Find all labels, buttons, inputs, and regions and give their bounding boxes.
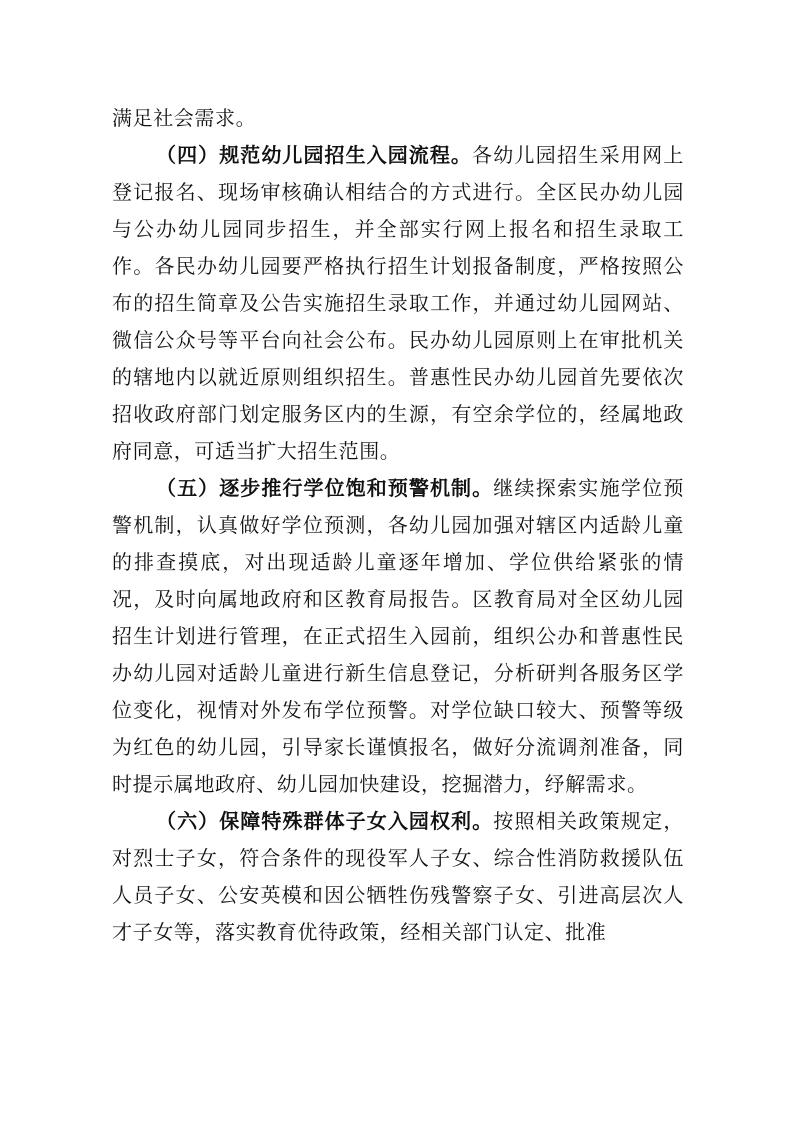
document-body [112,100,684,951]
paragraph-section-6 [112,803,684,951]
paragraph-text: 各幼儿园招生采用网上登记报名、现场审核确认相结合的方式进行。全区民办幼儿园与公办幼儿园同步招生，并全部实行网上报名和招生录取工作。各民办幼儿园要严格执行招生计划报备制度，严格按照公布的招生简章及公告实施招生录取工作，并通过幼儿园网站、微信公众号等平台向社会公布。民办幼儿园原则上在审批机关的辖地内以就近原则组织招生。普惠性民办幼儿园首先要依次招收政府部门划定服务区内的生源，有空余学位的，经属地政府同意，可适当扩大招生范围。 [112,143,684,463]
paragraph-continuation [112,100,684,137]
section-heading: （五）逐步推行学位饱和预警机制。 [156,476,494,500]
section-heading: （四）规范幼儿园招生入园流程。 [156,143,472,167]
section-heading: （六）保障特殊群体子女入园权利。 [156,809,494,833]
paragraph-section-5 [112,470,684,803]
paragraph-text: 满足社会需求。 [112,106,257,130]
paragraph-text: 继续探索实施学位预警机制，认真做好学位预测，各幼儿园加强对辖区内适龄儿童的排查摸底，对出现适龄儿童逐年增加、学位供给紧张的情况，及时向属地政府和区教育局报告。区教育局对全区幼儿园招生计划进行管理，在正式招生入园前，组织公办和普惠性民办幼儿园对适龄儿童进行新生信息登记，分析研判各服务区学位变化，视情对外发布学位预警。对学位缺口较大、预警等级为红色的幼儿园，引导家长谨慎报名，做好分流调剂准备，同时提示属地政府、幼儿园加快建设，挖掘潜力，纾解需求。 [112,476,684,796]
paragraph-section-4 [112,137,684,470]
paragraph-text: 按照相关政策规定，对烈士子女，符合条件的现役军人子女、综合性消防救援队伍人员子女、公安英模和因公牺牲伤残警察子女、引进高层次人才子女等，落实教育优待政策，经相关部门认定、批准 [112,809,684,944]
